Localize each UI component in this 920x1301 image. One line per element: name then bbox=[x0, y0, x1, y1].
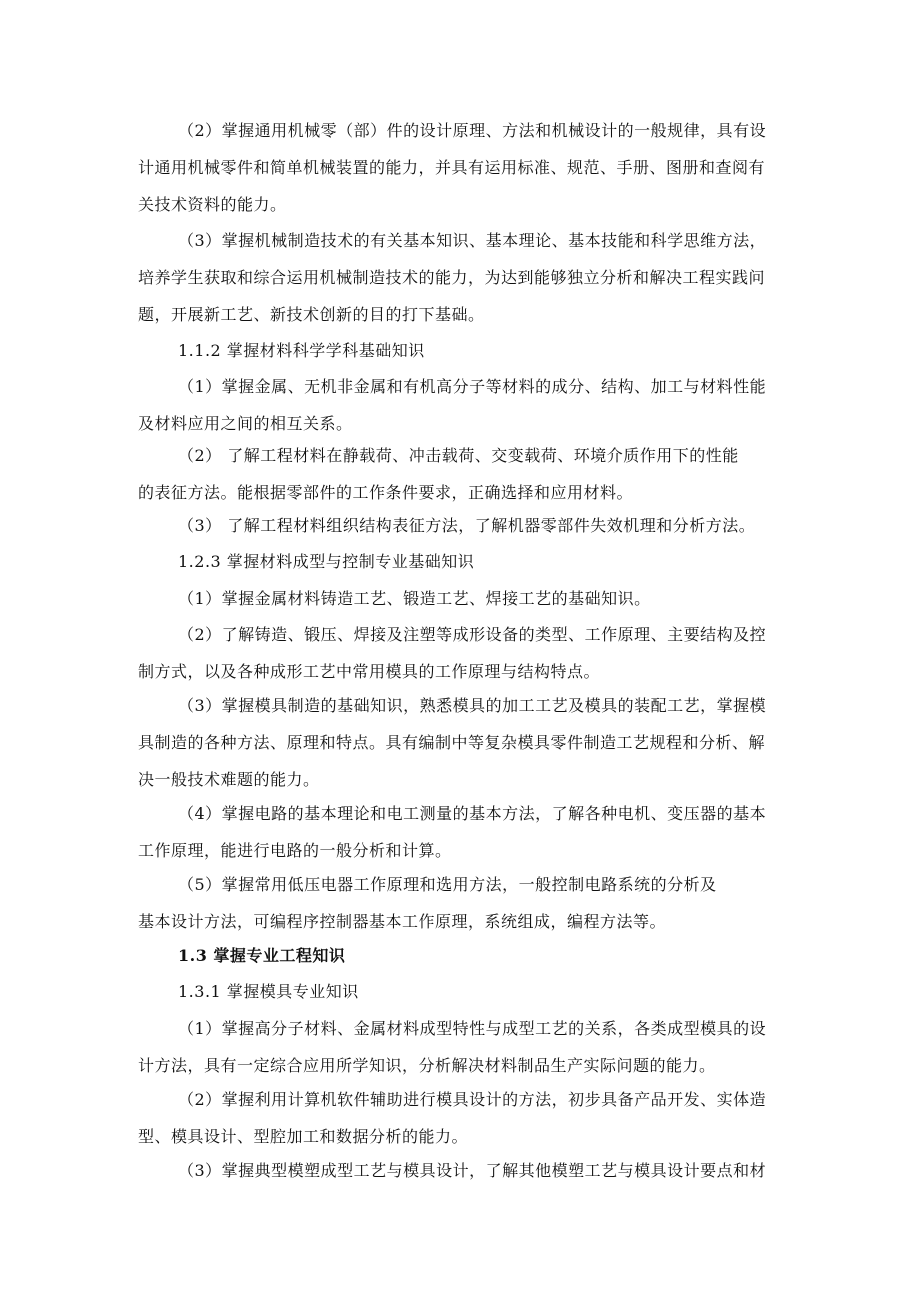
text-line: 题，开展新工艺、新技术创新的目的打下基础。 bbox=[138, 305, 485, 324]
text-line: 决一般技术难题的能力。 bbox=[138, 770, 320, 789]
paragraph-mold-3 bbox=[138, 1152, 788, 1189]
text-line: （3）掌握模具制造的基础知识，熟悉模具的加工工艺及模具的装配工艺，掌握模 bbox=[178, 696, 767, 715]
text-line: 具制造的各种方法、原理和特点。具有编制中等复杂模具零件制造工艺规程和分析、解 bbox=[138, 733, 766, 752]
paragraph-materials-2 bbox=[138, 437, 788, 511]
paragraph-forming-2 bbox=[138, 616, 788, 690]
paragraph-materials-3 bbox=[138, 507, 788, 544]
text-line: 培养学生获取和综合运用机械制造技术的能力，为达到能够独立分析和解决工程实践问 bbox=[138, 268, 766, 287]
text-line: 型、模具设计、型腔加工和数据分析的能力。 bbox=[138, 1127, 469, 1146]
text-line: 基本设计方法，可编程序控制器基本工作原理，系统组成，编程方法等。 bbox=[138, 912, 667, 931]
text-line: （3）掌握典型模塑成型工艺与模具设计，了解其他模塑工艺与模具设计要点和材 bbox=[178, 1161, 767, 1180]
section-heading: 1.3 掌握专业工程知识 bbox=[178, 946, 346, 965]
text-line: （2）了解铸造、锻压、焊接及注塑等成形设备的类型、工作原理、主要结构及控 bbox=[178, 625, 767, 644]
text-line: （1）掌握金属、无机非金属和有机高分子等材料的成分、结构、加工与材料性能 bbox=[178, 377, 767, 396]
text-line: 计通用机械零件和简单机械装置的能力，并具有运用标准、规范、手册、图册和查阅有 bbox=[138, 158, 766, 177]
paragraph-forming-3 bbox=[138, 687, 788, 798]
paragraph-2-machine-parts bbox=[138, 112, 788, 223]
text-line: （5）掌握常用低压电器工作原理和选用方法，一般控制电路系统的分析及 bbox=[178, 875, 717, 894]
paragraph-forming-5 bbox=[138, 866, 788, 940]
heading-1-3 bbox=[138, 937, 788, 974]
text-line: 制方式，以及各种成形工艺中常用模具的工作原理与结构特点。 bbox=[138, 662, 601, 681]
heading-1-2-3 bbox=[138, 543, 788, 580]
text-line: （2）掌握通用机械零（部）件的设计原理、方法和机械设计的一般规律，具有设 bbox=[178, 121, 767, 140]
heading-1-3-1 bbox=[138, 973, 788, 1010]
text-line: （1）掌握高分子材料、金属材料成型特性与成型工艺的关系，各类成型模具的设 bbox=[178, 1019, 767, 1038]
section-heading: 1.1.2 掌握材料科学学科基础知识 bbox=[178, 341, 425, 360]
text-line: 工作原理，能进行电路的一般分析和计算。 bbox=[138, 841, 452, 860]
paragraph-forming-1 bbox=[138, 580, 788, 617]
text-line: （4）掌握电路的基本理论和电工测量的基本方法，了解各种电机、变压器的基本 bbox=[178, 804, 767, 823]
section-heading: 1.3.1 掌握模具专业知识 bbox=[178, 982, 359, 1001]
text-line: （3） 了解工程材料组织结构表征方法，了解机器零部件失效机理和分析方法。 bbox=[178, 516, 756, 535]
text-line: 及材料应用之间的相互关系。 bbox=[138, 414, 353, 433]
paragraph-mold-2 bbox=[138, 1081, 788, 1155]
paragraph-materials-1 bbox=[138, 368, 788, 442]
paragraph-forming-4 bbox=[138, 795, 788, 869]
text-line: （2）掌握利用计算机软件辅助进行模具设计的方法，初步具备产品开发、实体造 bbox=[178, 1090, 767, 1109]
text-line: 关技术资料的能力。 bbox=[138, 195, 287, 214]
text-line: 计方法，具有一定综合应用所学知识，分析解决材料制品生产实际问题的能力。 bbox=[138, 1056, 716, 1075]
text-line: 的表征方法。能根据零部件的工作条件要求，正确选择和应用材料。 bbox=[138, 483, 634, 502]
section-heading: 1.2.3 掌握材料成型与控制专业基础知识 bbox=[178, 552, 475, 571]
paragraph-3-manufacturing bbox=[138, 222, 788, 333]
text-line: （2） 了解工程材料在静载荷、冲击载荷、交变载荷、环境介质作用下的性能 bbox=[178, 446, 739, 465]
paragraph-mold-1 bbox=[138, 1010, 788, 1084]
heading-1-1-2 bbox=[138, 332, 788, 369]
text-line: （3）掌握机械制造技术的有关基本知识、基本理论、基本技能和科学思维方法， bbox=[178, 231, 767, 250]
text-line: （1）掌握金属材料铸造工艺、锻造工艺、焊接工艺的基础知识。 bbox=[178, 589, 651, 608]
